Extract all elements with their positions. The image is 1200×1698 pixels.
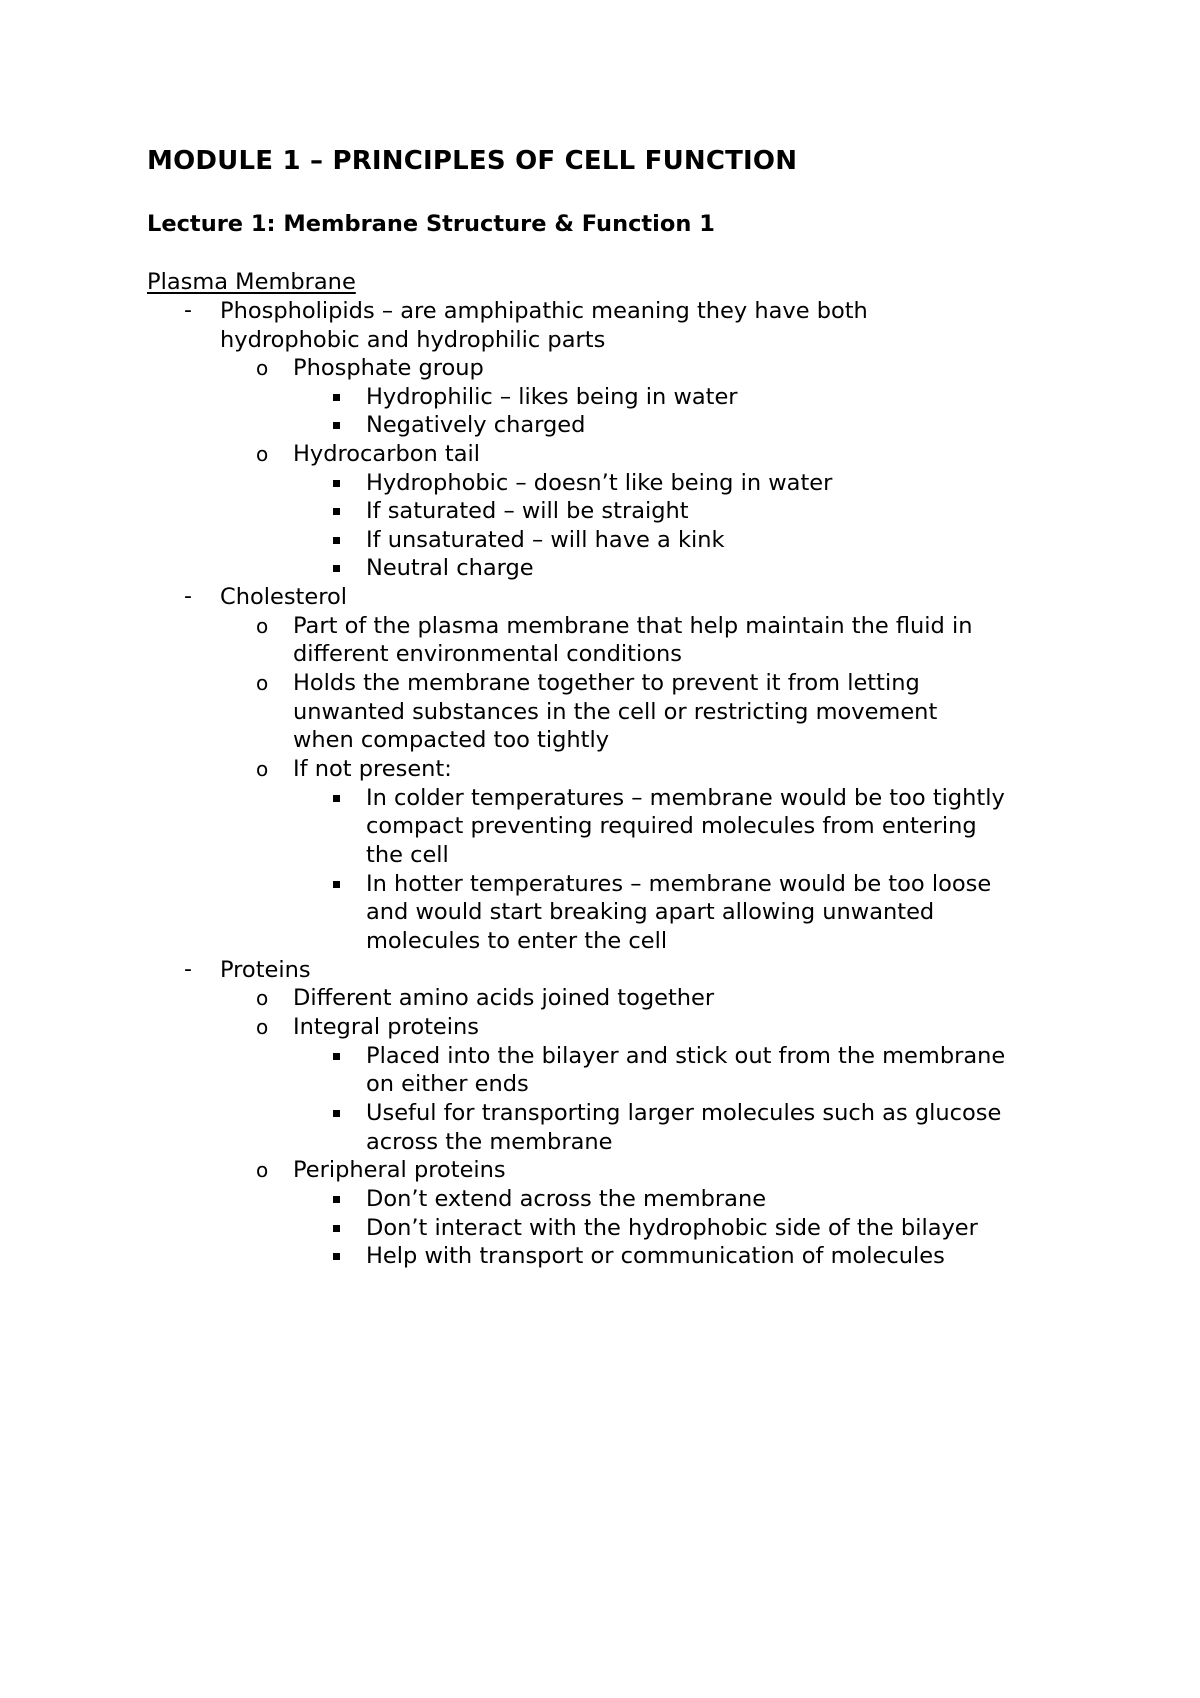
square-bullet — [333, 480, 340, 487]
list-item-continuation: the cell — [366, 842, 449, 868]
square-bullet — [333, 1196, 340, 1203]
list-item: Hydrophilic – likes being in water — [366, 384, 738, 410]
circle-bullet: o — [256, 757, 269, 781]
list-item: If not present: — [293, 756, 452, 782]
list-item: Phospholipids – are amphipathic meaning they have both — [220, 298, 868, 324]
list-item: Don’t extend across the membrane — [366, 1186, 767, 1212]
list-item: If saturated – will be straight — [366, 498, 689, 524]
module-title: MODULE 1 – PRINCIPLES OF CELL FUNCTION — [147, 146, 798, 176]
list-item-continuation: across the membrane — [366, 1129, 613, 1155]
list-item-continuation: compact preventing required molecules from entering — [366, 813, 977, 839]
square-bullet — [333, 422, 340, 429]
circle-bullet: o — [256, 986, 269, 1010]
list-item-continuation: and would start breaking apart allowing unwanted — [366, 899, 935, 925]
list-item-continuation: hydrophobic and hydrophilic parts — [220, 327, 606, 353]
square-bullet — [333, 1110, 340, 1117]
list-item: Holds the membrane together to prevent it from letting — [293, 670, 920, 696]
square-bullet — [333, 394, 340, 401]
list-item: Useful for transporting larger molecules such as glucose — [366, 1100, 1002, 1126]
list-item-continuation: different environmental conditions — [293, 641, 682, 667]
list-item: In colder temperatures – membrane would be too tightly — [366, 785, 1005, 811]
square-bullet — [333, 1053, 340, 1060]
circle-bullet: o — [256, 1015, 269, 1039]
circle-bullet: o — [256, 356, 269, 380]
list-item: Integral proteins — [293, 1014, 479, 1040]
square-bullet — [333, 537, 340, 544]
square-bullet — [333, 795, 340, 802]
list-item-continuation: when compacted too tightly — [293, 727, 610, 753]
square-bullet — [333, 1253, 340, 1260]
square-bullet — [333, 565, 340, 572]
dash-bullet: - — [184, 957, 192, 982]
list-item: Placed into the bilayer and stick out from the membrane — [366, 1043, 1006, 1069]
list-item: Hydrophobic – doesn’t like being in water — [366, 470, 833, 496]
list-item-continuation: molecules to enter the cell — [366, 928, 668, 954]
square-bullet — [333, 1225, 340, 1232]
circle-bullet: o — [256, 671, 269, 695]
dash-bullet: - — [184, 584, 192, 609]
list-item: Part of the plasma membrane that help maintain the fluid in — [293, 613, 973, 639]
square-bullet — [333, 881, 340, 888]
list-item: Peripheral proteins — [293, 1157, 506, 1183]
list-item: Proteins — [220, 957, 311, 983]
square-bullet — [333, 508, 340, 515]
dash-bullet: - — [184, 298, 192, 323]
list-item: Help with transport or communication of molecules — [366, 1243, 945, 1269]
list-item: Negatively charged — [366, 412, 586, 438]
lecture-title: Lecture 1: Membrane Structure & Function 1 — [147, 211, 715, 237]
list-item: Don’t interact with the hydrophobic side of the bilayer — [366, 1215, 978, 1241]
list-item: Different amino acids joined together — [293, 985, 715, 1011]
list-item-continuation: on either ends — [366, 1071, 529, 1097]
list-item: Cholesterol — [220, 584, 347, 610]
list-item: Hydrocarbon tail — [293, 441, 481, 467]
list-item: Neutral charge — [366, 555, 534, 581]
circle-bullet: o — [256, 614, 269, 638]
list-item: Phosphate group — [293, 355, 484, 381]
list-item: In hotter temperatures – membrane would be too loose — [366, 871, 992, 897]
list-item-continuation: unwanted substances in the cell or restricting movement — [293, 699, 938, 725]
section-heading: Plasma Membrane — [147, 269, 356, 295]
list-item: If unsaturated – will have a kink — [366, 527, 725, 553]
circle-bullet: o — [256, 1158, 269, 1182]
circle-bullet: o — [256, 442, 269, 466]
